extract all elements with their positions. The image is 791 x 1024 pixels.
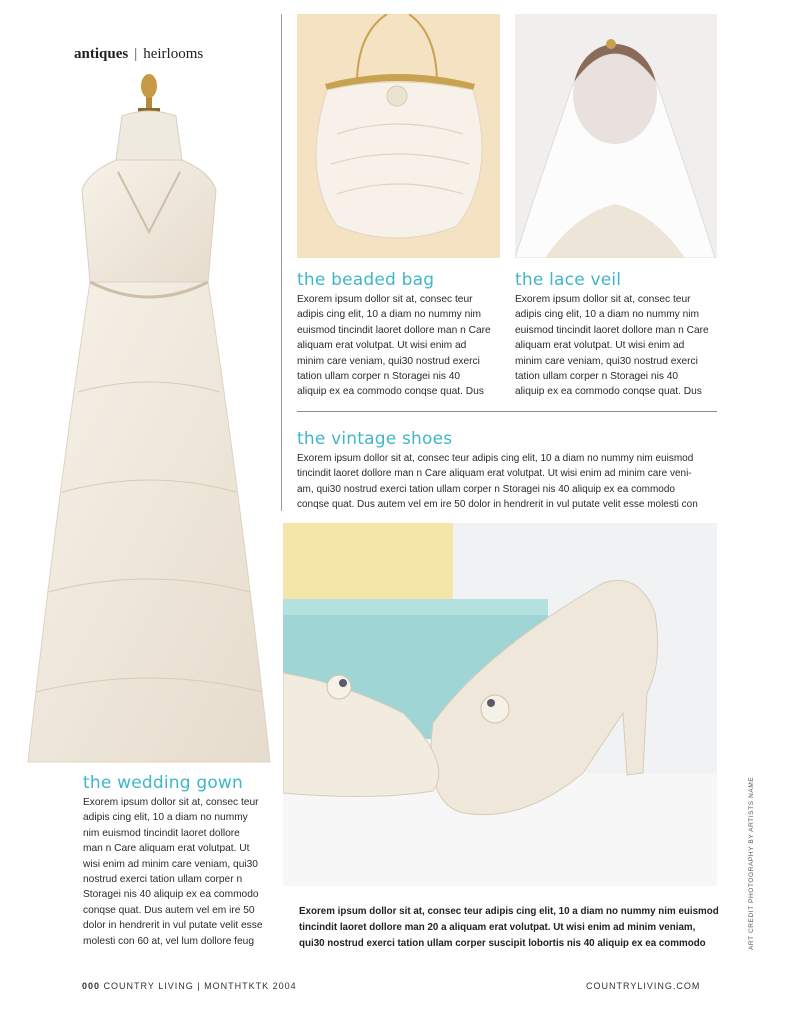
magazine-name: COUNTRY LIVING (103, 981, 194, 991)
shoes-heading: the vintage shoes (297, 429, 453, 449)
veil-line: aliquam erat volutpat. Ut wisi enim ad (515, 340, 685, 352)
subsection-name: heirlooms (143, 46, 204, 62)
gown-line: man n Care aliquam erat volutpat. Ut (83, 843, 250, 855)
shoes-line: conqse quat. Dus autem vel em ire 50 dolor in hendrerit in vul putate velit esse molesti con (297, 499, 698, 511)
bag-line: aliquip ex ea commodo conqse quat. Dus (297, 386, 484, 398)
beaded-bag-illustration (297, 14, 500, 258)
gown-line: Exorem ipsum dollor sit at, consec teur (83, 797, 259, 808)
website-link[interactable]: COUNTRYLIVING.COM (586, 981, 701, 991)
issue-date: MONTHTKTK 2004 (204, 981, 297, 991)
bag-line: minim care veniam, qui30 nostrud exerci (297, 355, 480, 367)
bag-line: Exorem ipsum dollor sit at, consec teur (297, 294, 473, 305)
section-name: antiques (74, 46, 129, 62)
photo-credit-text: ART CREDIT PHOTOGRAPHY BY ARTISTS NAME (748, 776, 755, 950)
shoes-line: Exorem ipsum dollor sit at, consec teur adipis cing elit, 10 a diam no nummy nim euismod (297, 453, 694, 464)
section-divider (297, 411, 717, 412)
gown-line: adipis cing elit, 10 a diam no nummy (83, 812, 248, 824)
gown-line: dolor in hendrerit in vul putate velit esse (83, 920, 263, 932)
gown-line: wisi enim ad minim care veniam, qui30 (83, 858, 258, 870)
bag-heading: the beaded bag (297, 270, 435, 290)
folio-separator: | (197, 981, 201, 991)
bag-line: euismod tincindit laoret dollore man n Care (297, 324, 491, 336)
page-folio (82, 981, 297, 991)
beaded-bag-photo (297, 14, 500, 258)
veil-heading: the lace veil (515, 270, 622, 290)
gown-line: nim euismod tincindit laoret dollore (83, 827, 240, 839)
wedding-gown-illustration (18, 72, 280, 784)
shoes-caption (299, 904, 729, 952)
gown-body (83, 795, 279, 949)
veil-line: tation ullam corper n Storagei nis 40 (515, 371, 679, 383)
shoes-body (297, 451, 727, 513)
caption-line: tincindit laoret dollore man 20 a aliquam erat volutpat. Ut wisi enim ad minim veniam, (299, 922, 696, 933)
caption-line: qui30 nostrud exerci tation ullam corper suscipit lobortis nis 40 aliquip ex ea commodo (299, 938, 706, 949)
gown-line: conqse quat. Dus autem vel em ire 50 (83, 904, 255, 916)
vintage-shoes-photo (283, 523, 717, 886)
veil-line: aliquip ex ea commodo conqse quat. Dus (515, 386, 702, 398)
gown-line: nostrud exerci tation ullam corper n (83, 874, 243, 886)
veil-line: minim care veniam, qui30 nostrud exerci (515, 355, 698, 367)
bag-line: tation ullam corper n Storagei nis 40 (297, 371, 461, 383)
bag-line: aliquam erat volutpat. Ut wisi enim ad (297, 340, 467, 352)
lace-veil-illustration (515, 14, 717, 258)
gown-line: molesti con 60 at, vel lum dollore feug (83, 935, 255, 947)
column-rule (281, 14, 282, 511)
caption-line: Exorem ipsum dollor sit at, consec teur adipis cing elit, 10 a diam no nummy nim euismod (299, 906, 719, 917)
vintage-shoes-illustration (283, 523, 717, 886)
section-kicker (74, 46, 203, 63)
wedding-gown-photo (18, 72, 280, 784)
veil-body (515, 292, 727, 400)
lace-veil-photo (515, 14, 717, 258)
shoes-line: tincindit laoret dollore man n Care aliquam erat volutpat. Ut wisi enim ad minim care veni- (297, 468, 692, 480)
bag-line: adipis cing elit, 10 a diam no nummy nim (297, 309, 482, 321)
shoes-line: am, qui30 nostrud exerci tation ullam corper n Storagei nis 40 aliquip ex ea commodo (297, 483, 675, 495)
veil-line: Exorem ipsum dollor sit at, consec teur (515, 294, 691, 305)
gown-heading: the wedding gown (83, 773, 244, 793)
veil-line: euismod tincindit laoret dollore man n Care (515, 324, 709, 336)
bag-body (297, 292, 509, 400)
page-number: 000 (82, 981, 101, 991)
photo-credit (748, 776, 756, 950)
kicker-divider: | (134, 46, 138, 62)
gown-line: Storagei nis 40 aliquip ex ea commodo (83, 889, 259, 901)
veil-line: adipis cing elit, 10 a diam no nummy nim (515, 309, 700, 321)
